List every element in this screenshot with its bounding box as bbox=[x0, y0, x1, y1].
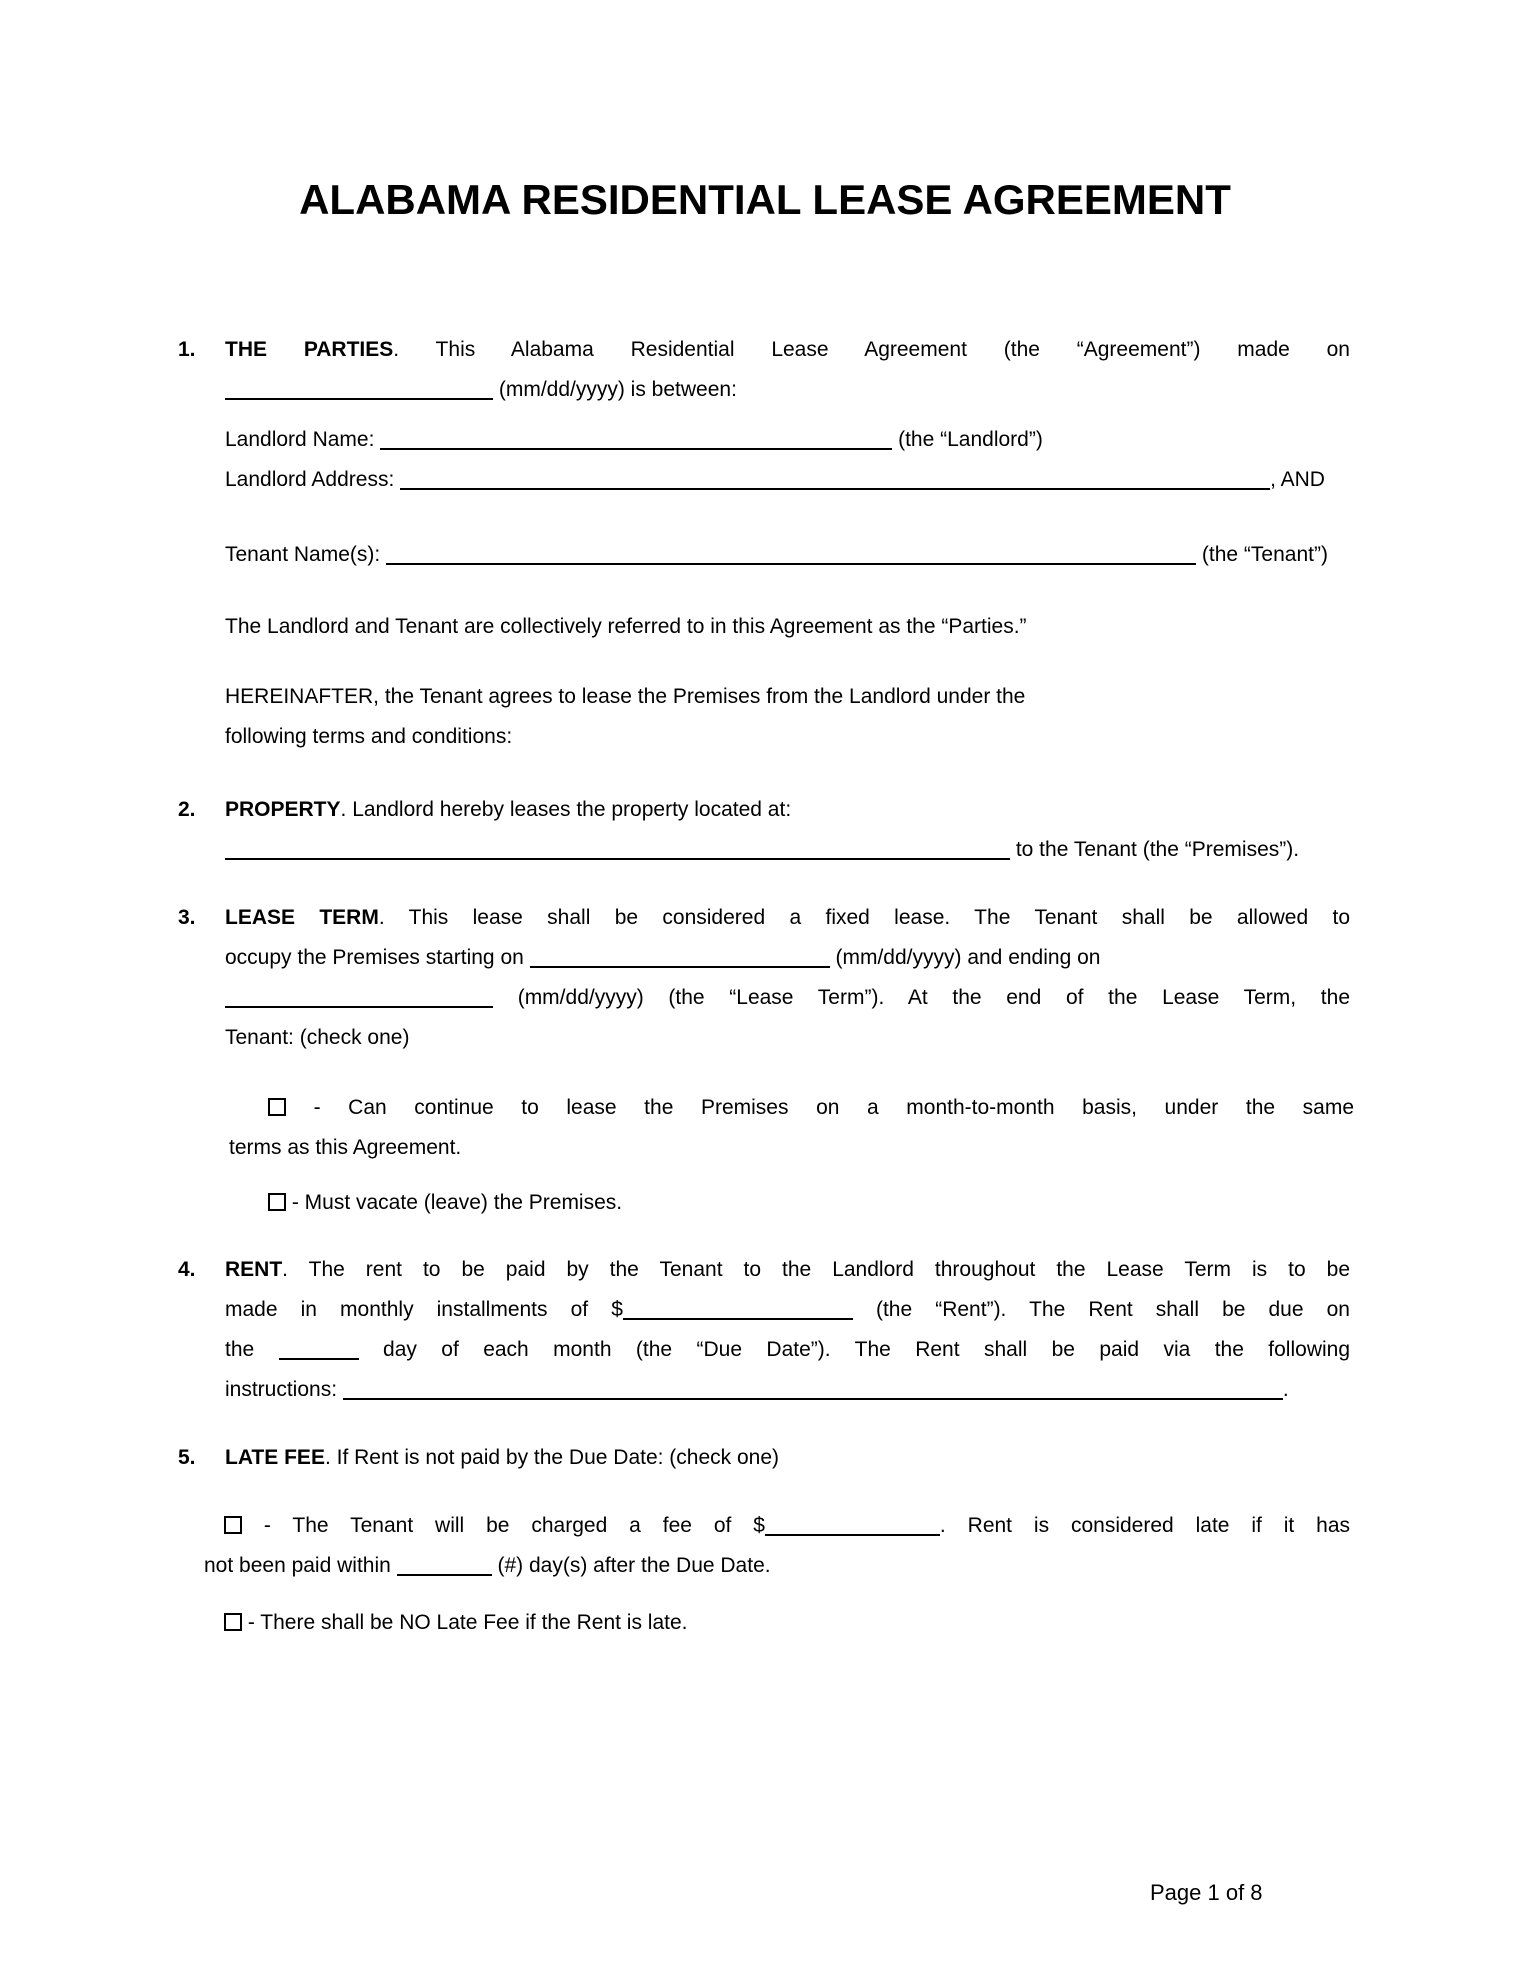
lease-term-text-1: . This lease shall be considered a fixed lease. The Tenant shall be allowed to bbox=[378, 906, 1350, 929]
lease-term-option-vacate bbox=[229, 1183, 1354, 1223]
lease-end-suffix: (mm/dd/yyyy) (the “Lease Term”). At the end of the Lease Term, the bbox=[493, 986, 1350, 1009]
text-line bbox=[225, 1290, 1350, 1330]
late-fee-option-none bbox=[204, 1603, 1350, 1643]
continue-option-text-1: - Can continue to lease the Premises on a month-to-month basis, under the same bbox=[286, 1096, 1354, 1119]
lease-term-check-one-text: Tenant: (check one) bbox=[225, 1026, 410, 1049]
section-late-fee bbox=[178, 1438, 1350, 1478]
page-title: ALABAMA RESIDENTIAL LEASE AGREEMENT bbox=[299, 176, 1231, 223]
hereinafter-block bbox=[225, 677, 1350, 757]
property-suffix-text: to the Tenant (the “Premises”). bbox=[1010, 838, 1300, 861]
text-line bbox=[225, 790, 1350, 830]
section-number: 3. bbox=[178, 906, 196, 929]
landlord-address-suffix: , AND bbox=[1270, 468, 1325, 491]
landlord-address-blank[interactable] bbox=[400, 472, 1270, 490]
tenant-info-block bbox=[225, 535, 1350, 575]
payment-instructions-blank[interactable] bbox=[343, 1382, 1283, 1400]
no-late-fee-checkbox[interactable] bbox=[224, 1613, 242, 1631]
text-line bbox=[225, 1438, 1350, 1478]
text-line bbox=[225, 1018, 1350, 1058]
due-day-prefix: the bbox=[225, 1338, 279, 1361]
hereinafter-text-1: HEREINAFTER, the Tenant agrees to lease the Premises from the Landlord under the bbox=[225, 685, 1026, 708]
text-line bbox=[225, 420, 1350, 460]
text-line bbox=[225, 1330, 1350, 1370]
text-line bbox=[204, 1506, 1350, 1546]
late-fee-intro-text: . If Rent is not paid by the Due Date: (check one) bbox=[324, 1446, 780, 1469]
section-number: 5. bbox=[178, 1446, 196, 1469]
landlord-name-suffix: (the “Landlord”) bbox=[892, 428, 1043, 451]
tenant-name-label: Tenant Name(s): bbox=[225, 543, 387, 566]
text-line bbox=[225, 460, 1350, 500]
lease-start-suffix: (mm/dd/yyyy) and ending on bbox=[829, 946, 1101, 969]
landlord-info-block bbox=[225, 420, 1350, 500]
instructions-period: . bbox=[1282, 1378, 1289, 1401]
section-parties bbox=[178, 330, 1350, 410]
text-line bbox=[225, 330, 1350, 370]
lease-start-text: occupy the Premises starting on bbox=[225, 946, 530, 969]
landlord-address-label: Landlord Address: bbox=[225, 468, 401, 491]
section-number: 4. bbox=[178, 1258, 196, 1281]
tenant-name-blank[interactable] bbox=[386, 547, 1196, 565]
text-line bbox=[225, 535, 1350, 575]
text-line bbox=[225, 978, 1350, 1018]
continue-month-to-month-checkbox[interactable] bbox=[268, 1098, 286, 1116]
section-number: 2. bbox=[178, 798, 196, 821]
page-number-label: Page 1 of 8 bbox=[1150, 1880, 1263, 1905]
tenant-name-suffix: (the “Tenant”) bbox=[1196, 543, 1328, 566]
parties-collective-block bbox=[225, 607, 1350, 647]
date-hint-text: (mm/dd/yyyy) is between: bbox=[493, 378, 737, 401]
text-line bbox=[225, 830, 1350, 870]
late-fee-charged-checkbox[interactable] bbox=[224, 1516, 242, 1534]
section-lease-term bbox=[178, 898, 1350, 1058]
text-line bbox=[229, 1128, 1354, 1168]
due-day-suffix: day of each month (the “Due Date”). The Rent shall be paid via the following bbox=[358, 1338, 1351, 1361]
section-heading: THE PARTIES bbox=[225, 338, 394, 361]
section-heading: LATE FEE bbox=[225, 1446, 325, 1469]
lease-term-option-continue bbox=[229, 1088, 1354, 1168]
text-line bbox=[225, 607, 1350, 647]
landlord-name-blank[interactable] bbox=[380, 432, 892, 450]
late-fee-amount-prefix: - The Tenant will be charged a fee of $ bbox=[242, 1514, 765, 1537]
lease-end-date-blank[interactable] bbox=[225, 990, 493, 1008]
late-fee-days-suffix: (#) day(s) after the Due Date. bbox=[491, 1554, 771, 1577]
late-fee-amount-suffix: . Rent is considered late if it has bbox=[939, 1514, 1351, 1537]
landlord-name-label: Landlord Name: bbox=[225, 428, 381, 451]
text-line bbox=[225, 898, 1350, 938]
section-number: 1. bbox=[178, 338, 196, 361]
text-line bbox=[225, 1250, 1350, 1290]
section-heading: RENT bbox=[225, 1258, 283, 1281]
late-fee-option-charged bbox=[204, 1506, 1350, 1586]
rent-amount-suffix: (the “Rent”). The Rent shall be due on bbox=[852, 1298, 1350, 1321]
collective-sentence: The Landlord and Tenant are collectively referred to in this Agreement as the “Parties.” bbox=[225, 615, 1027, 638]
section-heading: LEASE TERM bbox=[225, 906, 379, 929]
property-address-blank[interactable] bbox=[225, 842, 1010, 860]
section-property bbox=[178, 790, 1350, 870]
rent-text-1: . The rent to be paid by the Tenant to the Landlord throughout the Lease Term is to be bbox=[282, 1258, 1350, 1281]
rent-amount-blank[interactable] bbox=[623, 1302, 853, 1320]
text-line bbox=[225, 717, 1350, 757]
must-vacate-checkbox[interactable] bbox=[268, 1193, 286, 1211]
late-fee-amount-blank[interactable] bbox=[765, 1518, 940, 1536]
text-line bbox=[225, 1370, 1350, 1410]
rent-amount-prefix: made in monthly installments of $ bbox=[225, 1298, 623, 1321]
agreement-date-blank[interactable] bbox=[225, 382, 493, 400]
continue-option-text-2: terms as this Agreement. bbox=[229, 1136, 462, 1159]
text-line bbox=[229, 1183, 1354, 1223]
section-rent bbox=[178, 1250, 1351, 1410]
lease-start-date-blank[interactable] bbox=[530, 950, 830, 968]
text-line bbox=[229, 1088, 1354, 1128]
text-line bbox=[204, 1546, 1350, 1586]
section-heading: PROPERTY bbox=[225, 798, 341, 821]
text-line bbox=[225, 370, 1350, 410]
parties-intro-text: . This Alabama Residential Lease Agreement (the “Agreement”) made on bbox=[393, 338, 1350, 361]
text-line bbox=[204, 1603, 1350, 1643]
rent-due-day-blank[interactable] bbox=[279, 1342, 359, 1360]
late-fee-days-blank[interactable] bbox=[397, 1558, 492, 1576]
hereinafter-text-2: following terms and conditions: bbox=[225, 725, 513, 748]
no-late-fee-text: - There shall be NO Late Fee if the Rent is late. bbox=[242, 1611, 688, 1634]
text-line bbox=[225, 938, 1350, 978]
vacate-option-text: - Must vacate (leave) the Premises. bbox=[286, 1191, 623, 1214]
text-line bbox=[225, 677, 1350, 717]
property-intro-text: . Landlord hereby leases the property located at: bbox=[340, 798, 792, 821]
instructions-label: instructions: bbox=[225, 1378, 343, 1401]
late-fee-days-prefix: not been paid within bbox=[204, 1554, 397, 1577]
